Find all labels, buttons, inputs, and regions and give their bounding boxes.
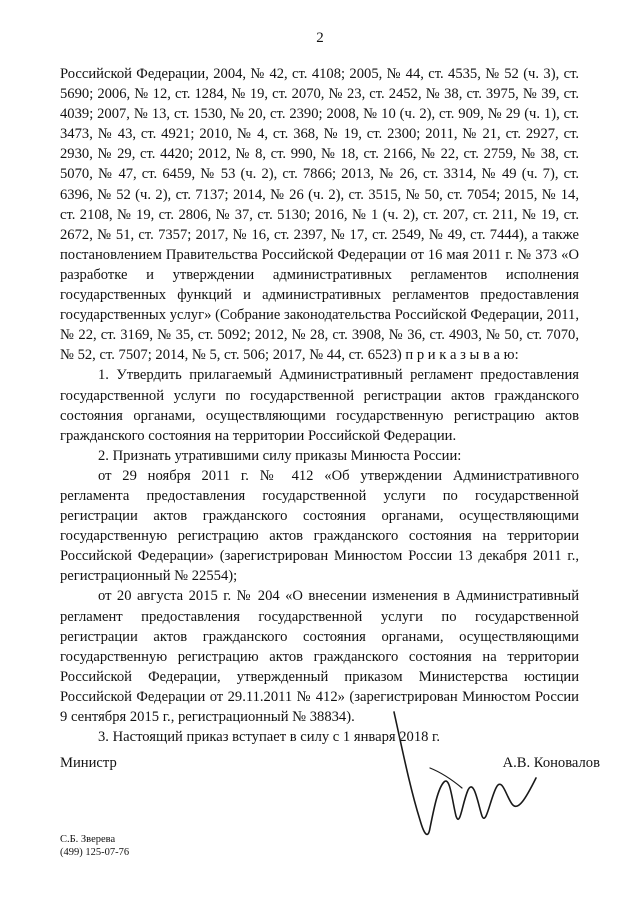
paragraph-item-3: 3. Настоящий приказ вступает в силу с 1 января 2018 г.: [98, 729, 441, 746]
paragraph-item-1: 1. Утвердить прилагаемый Административный регламент предоставления государственной услуги по государственной регистрации актов гражданского состояния органами, осуществляющими государственную регистрацию актов гражданского состояния на территории Российской Федерации.: [60, 367, 579, 444]
page-number: 2: [316, 30, 324, 46]
executor-name: С.Б. Зверева: [60, 834, 116, 845]
order-body: [60, 64, 579, 747]
paragraph-legal-basis: Российской Федерации, 2004, № 42, ст. 4108; 2005, № 44, ст. 4535, № 52 (ч. 3), ст. 5690; 2006, № 12, ст. 1284, № 19, ст. 2070, № 23, ст. 2452, № 38, ст. 3975, № 39, ст. 4039; 2007, № 13, ст. 1530, № 20, ст. 2390; 2008, № 10 (ч. 2), ст. 909, № 29 (ч. 1), ст. 3473, № 43, ст. 4921; 2010, № 4, ст. 368, № 19, ст. 2300; 2011, № 21, ст. 2927, ст. 2930, № 29, ст. 4420; 2012, № 8, ст. 990, № 18, ст. 2166, № 22, ст. 2759, № 38, ст. 5070, № 47, ст. 6459, № 53 (ч. 2), ст. 7866; 2013, № 26, ст. 3314, № 49 (ч. 7), ст. 6396, № 52 (ч. 2), ст. 7137; 2014, № 26 (ч. 2), ст. 3515, № 50, ст. 7054; 2015, № 14, ст. 2108, № 19, ст. 2806, № 37, ст. 5130; 2016, № 1 (ч. 2), ст. 207, ст. 211, № 19, ст. 2672, № 51, ст. 7357; 2017, № 16, ст. 2397, № 17, ст. 2549, № 49, ст. 7444), а также постановлением Правительства Российской Федерации от 16 мая 2011 г. № 373 «О разработке и утверждении административных регламентов исполнения государственных функций и административных регламентов предоставления государственных услуг» (Собрание законодательства Российской Федерации, 2011, № 22, ст. 3169, № 35, ст. 5092; 2012, № 28, ст. 3908, № 36, ст. 4903, № 50, ст. 7070, № 52, ст. 7507; 2014, № 5, ст. 506; 2017, № 44, ст. 6523) п р и к а з ы в а ю:: [60, 66, 579, 364]
handwritten-signature: [380, 708, 550, 858]
paragraph-item-2: 2. Признать утратившими силу приказы Минюста России:: [98, 447, 462, 464]
executor-info: [60, 833, 129, 859]
paragraph-repealed-order-412: от 29 ноября 2011 г. № 412 «Об утверждении Административного регламента предоставления государственной услуги по государственной регистрации актов гражданского состояния органами, осуществляющими государственную регистрацию актов гражданского состояния на территории Российской Федерации» (зарегистрирован Минюстом России 13 декабря 2011 г., регистрационный № 22554);: [60, 467, 579, 585]
signatory-title: Министр: [60, 755, 117, 771]
paragraph-repealed-order-204: от 20 августа 2015 г. № 204 «О внесении изменения в Административный регламент предоставления государственной услуги по государственной регистрации актов гражданского состояния органами, осуществляющими государственную регистрацию актов гражданского состояния на территории Российской Федерации, утвержденный приказом Министерства юстиции Российской Федерации от 29.11.2011 № 412» (зарегистрирован Минюстом России 9 сентября 2015 г., регистрационный № 38834).: [60, 588, 579, 725]
signatory-name: А.В. Коновалов: [502, 755, 600, 771]
executor-phone: (499) 125-07-76: [60, 847, 130, 858]
